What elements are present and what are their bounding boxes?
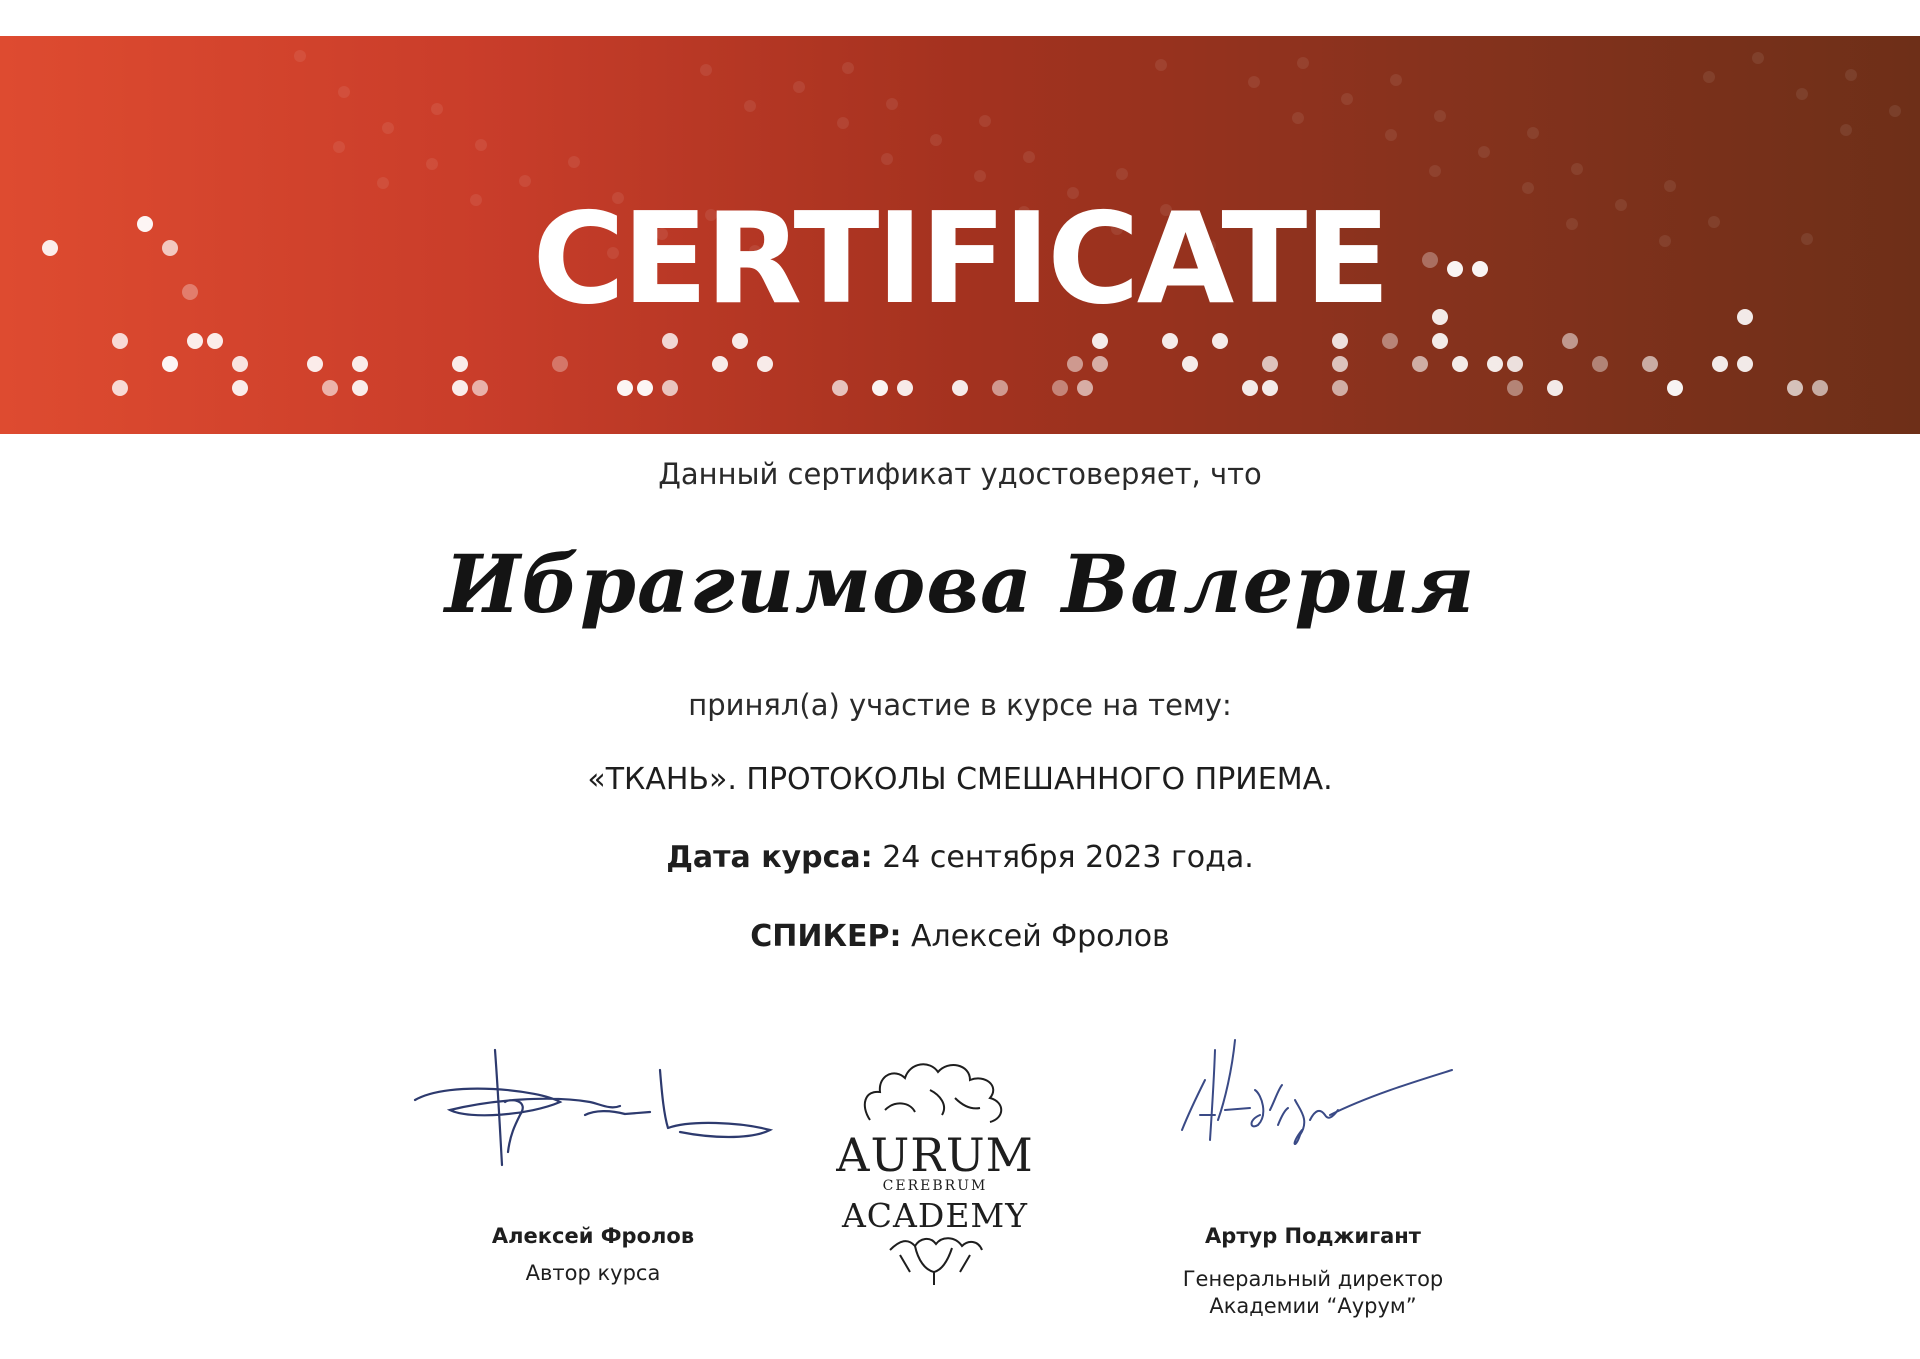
course-topic: «ТКАНЬ». ПРОТОКОЛЫ СМЕШАННОГО ПРИЕМА. [587,762,1333,797]
banner-dot-faint [475,139,487,151]
banner-dot [897,380,913,396]
banner-dot-faint [1664,180,1676,192]
banner-dot-faint [382,122,394,134]
banner-dot [1092,356,1108,372]
banner-dot [1452,356,1468,372]
banner-dot [1547,380,1563,396]
banner-dot-faint [1840,124,1852,136]
banner-dot [1332,333,1348,349]
banner-dot [732,333,748,349]
banner-dot [1507,380,1523,396]
banner-dot [1642,356,1658,372]
course-date-value: 24 сентября 2023 года. [882,840,1254,875]
participation-text: принял(а) участие в курсе на тему: [688,688,1232,722]
banner-dot [232,356,248,372]
course-date-label: Дата курса: [666,840,873,875]
banner-dot-faint [842,62,854,74]
banner-dot [1182,356,1198,372]
banner-dot [307,356,323,372]
banner-dot-faint [1434,110,1446,122]
logo-sub-text: CEREBRUM [882,1178,988,1194]
banner-dot-faint [1429,165,1441,177]
banner-dot-faint [426,158,438,170]
banner-dot-faint [1297,57,1309,69]
left-signature-block [393,1224,793,1287]
banner-dot [662,380,678,396]
banner-dot [352,380,368,396]
banner-dot [832,380,848,396]
banner-dot [1332,380,1348,396]
logo-bottom-text: ACADEMY [841,1196,1029,1235]
right-signer-role [1113,1266,1513,1321]
banner-dot [1812,380,1828,396]
left-signer-name: Алексей Фролов [491,1224,695,1248]
right-signer-role-line1: Генеральный директор [1182,1267,1444,1291]
banner-dot [352,356,368,372]
banner-dot [952,380,968,396]
banner-dot-faint [1116,168,1128,180]
left-signature [410,1040,780,1180]
banner-dot [637,380,653,396]
certificate-title: CERTIFICATE [532,185,1388,332]
banner-dot-faint [1527,127,1539,139]
banner-dot [552,356,568,372]
banner-dot [452,356,468,372]
banner-dot [1092,333,1108,349]
banner-dot [322,380,338,396]
banner-dot [1162,333,1178,349]
banner-dot [112,333,128,349]
banner-dot [1712,356,1728,372]
banner-dot [1562,333,1578,349]
banner-dot-faint [837,117,849,129]
certificate-banner [0,36,1920,434]
banner-dot-faint [1248,76,1260,88]
intro-text: Данный сертификат удостоверяет, что [658,457,1262,491]
banner-dot-faint [1703,71,1715,83]
banner-dot [162,356,178,372]
banner-dot-faint [568,156,580,168]
banner-dot [1067,356,1083,372]
banner-dot-faint [1155,59,1167,71]
banner-dot [1212,333,1228,349]
banner-dot-faint [1522,182,1534,194]
right-signer-role-line2: Академии “Аурум” [1209,1294,1417,1319]
left-signer-role: Автор курса [525,1261,661,1285]
banner-dot [112,380,128,396]
academy-logo [830,1050,1040,1300]
banner-dot-faint [793,81,805,93]
banner-dot [712,356,728,372]
banner-dot-faint [744,100,756,112]
banner-dot-faint [1385,129,1397,141]
banner-dot [1487,356,1503,372]
banner-dot-faint [881,153,893,165]
banner-dot-faint [700,64,712,76]
banner-dot-faint [886,98,898,110]
banner-dot-faint [1292,112,1304,124]
banner-dot-faint [930,134,942,146]
banner-dot-faint [338,86,350,98]
speaker-label: СПИКЕР: [750,919,902,954]
banner-dot-faint [1478,146,1490,158]
banner-dot-faint [979,115,991,127]
banner-dot [1077,380,1093,396]
right-signer-name: Артур Поджигант [1205,1224,1421,1248]
banner-dot [617,380,633,396]
banner-dot-faint [974,170,986,182]
banner-dot [1412,356,1428,372]
banner-dot [1592,356,1608,372]
recipient-name: Ибрагимова Валерия [444,537,1476,631]
banner-dot-faint [1341,93,1353,105]
banner-dot-faint [333,141,345,153]
banner-dot [872,380,888,396]
banner-dot [1262,380,1278,396]
banner-dot [472,380,488,396]
course-date [0,840,1920,875]
banner-dot [1507,356,1523,372]
banner-dot [992,380,1008,396]
banner-dot [662,333,678,349]
banner-dot-faint [377,177,389,189]
banner-dot-faint [294,50,306,62]
banner-dot [757,356,773,372]
speaker-value: Алексей Фролов [911,919,1170,954]
banner-dot [1737,356,1753,372]
banner-dot-faint [1845,69,1857,81]
banner-dot [1332,356,1348,372]
banner-dot-faint [1023,151,1035,163]
banner-dot [207,333,223,349]
banner-dot-faint [431,103,443,115]
logo-main-text: AURUM [836,1128,1034,1182]
banner-dot-faint [1752,52,1764,64]
banner-dot-faint [1390,74,1402,86]
banner-dot [1787,380,1803,396]
banner-dot-faint [1889,105,1901,117]
banner-dot [187,333,203,349]
banner-dot-faint [1796,88,1808,100]
banner-dot [1432,333,1448,349]
banner-dot [1667,380,1683,396]
right-signature-block [1113,1224,1513,1321]
banner-dot-faint [519,175,531,187]
banner-dot [452,380,468,396]
banner-dot [1052,380,1068,396]
banner-dot [1382,333,1398,349]
banner-dot [1242,380,1258,396]
banner-dot [232,380,248,396]
banner-dot-faint [1571,163,1583,175]
speaker-line [0,919,1920,954]
right-signature [1170,1030,1470,1180]
banner-dot [1262,356,1278,372]
